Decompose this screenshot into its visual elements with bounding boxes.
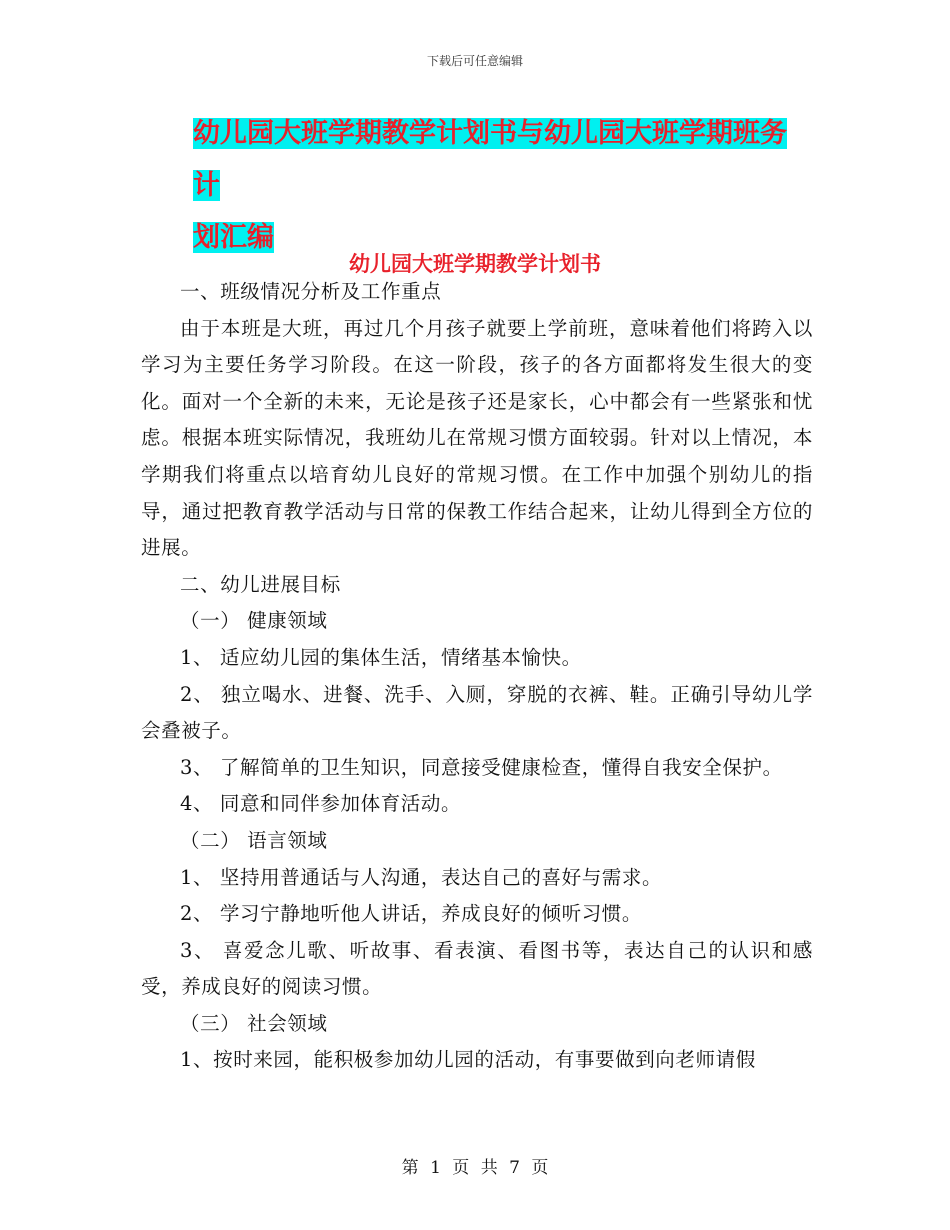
document-title-line-1: 幼儿园大班学期教学计划书与幼儿园大班学期班务计 [193,118,787,201]
list-item: 3、 了解简单的卫生知识，同意接受健康检查，懂得自我安全保护。 [180,755,783,779]
list-item: 4、 同意和同伴参加体育活动。 [180,792,462,816]
subheading-language: （二） 语言领域 [180,828,328,852]
subheading-health: （一） 健康领域 [180,609,328,633]
heading-development-goals: 二、幼儿进展目标 [180,572,341,596]
page-footer: 第 1 页 共 7 页 [401,1158,549,1178]
section-title: 幼儿园大班学期教学计划书 [349,252,601,276]
document-title-line-2: 划汇编 [193,222,274,253]
list-item: 2、 独立喝水、进餐、洗手、入厕，穿脱的衣裤、鞋。正确引导幼儿学会叠被子。 [141,682,813,743]
list-item: 3、 喜爱念儿歌、听故事、看表演、看图书等，表达自己的认识和感受，养成良好的阅读习惯。 [141,938,813,999]
list-item: 2、 学习宁静地听他人讲话，养成良好的倾听习惯。 [180,902,643,926]
document-title [193,108,813,264]
heading-class-analysis: 一、班级情况分析及工作重点 [180,280,442,303]
header-note: 下载后可任意编辑 [426,54,523,68]
subheading-social: （三） 社会领域 [180,1011,328,1035]
paragraph-class-analysis: 由于本班是大班，再过几个月孩子就要上学前班，意味着他们将跨入以学习为主要任务学习阶段。在这一阶段，孩子的各方面都将发生很大的变化。面对一个全新的未来，无论是孩子还是家长，心中都会有一些紧张和忧虑。根据本班实际情况，我班幼儿在常规习惯方面较弱。针对以上情况，本学期我们将重点以培育幼儿良好的常规习惯。在工作中加强个别幼儿的指导，通过把教育教学活动与日常的保教工作结合起来，让幼儿得到全方位的进展。 [141,316,813,560]
list-item: 1、 坚持用普通话与人沟通，表达自己的喜好与需求。 [180,865,663,889]
list-item: 1、 适应幼儿园的集体生活，情绪基本愉快。 [180,645,582,669]
document-body [141,274,813,1079]
list-item: 1、按时来园，能积极参加幼儿园的活动，有事要做到向老师请假 [180,1048,756,1072]
